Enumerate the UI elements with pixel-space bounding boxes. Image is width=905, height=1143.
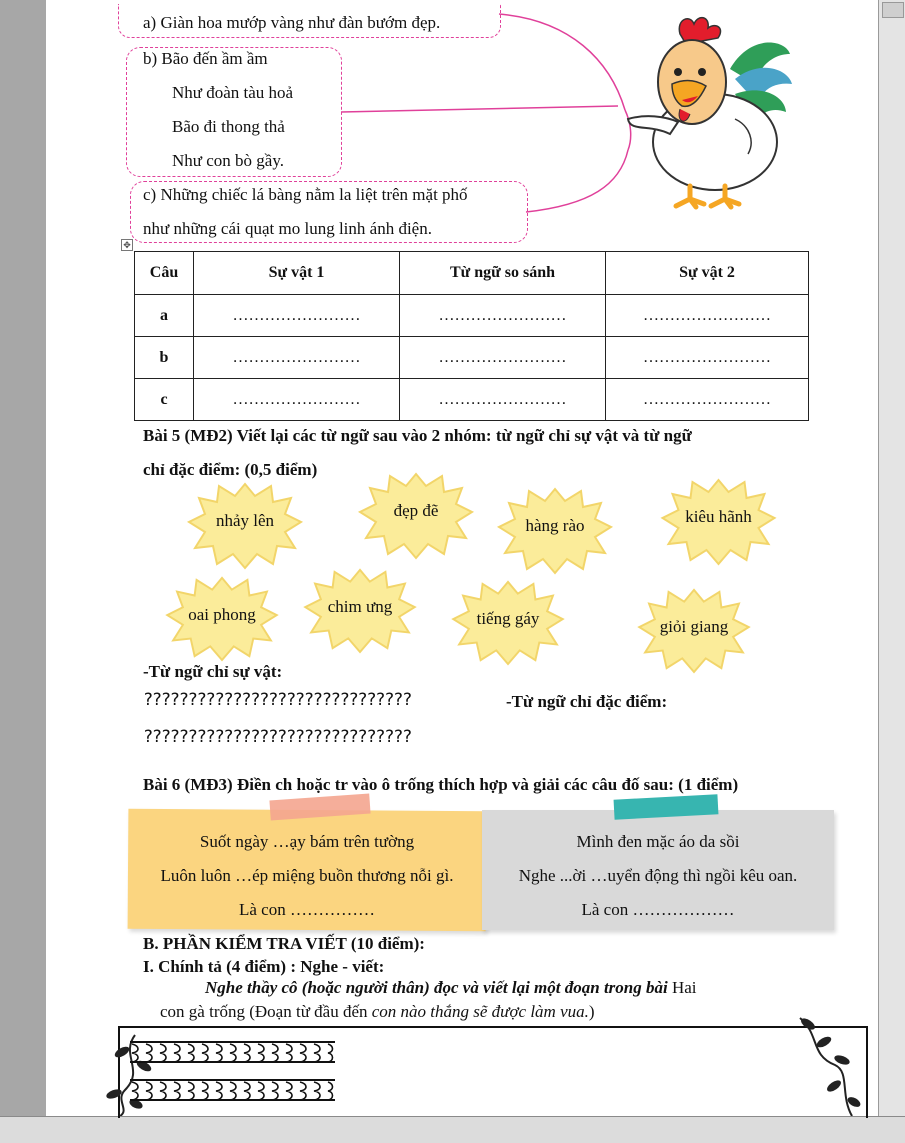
part-c-line2: như những cái quạt mo lung linh ánh điện. <box>143 219 432 238</box>
riddle-left-line2: Luôn luôn …ép miệng buồn thương nỗi gì. <box>160 866 454 885</box>
bai5-title: Bài 5 (MĐ2) Viết lại các từ ngữ sau vào 2 nhóm: từ ngữ chỉ sự vật và từ ngữ <box>143 426 692 445</box>
table-cell[interactable]: …………………… <box>400 295 606 337</box>
bai5-title-line2: chỉ đặc điểm: (0,5 điểm) <box>143 460 318 479</box>
table-cell[interactable]: …………………… <box>606 295 809 337</box>
word-label: đẹp đẽ <box>393 501 439 520</box>
word-burst <box>356 470 476 560</box>
header-cell: Sự vật 1 <box>194 252 400 295</box>
header-cell: Sự vật 2 <box>606 252 809 295</box>
table-cell[interactable]: …………………… <box>606 337 809 379</box>
riddle-left-line1: Suốt ngày …ạy bám trên tường <box>199 832 415 851</box>
word-label: tiếng gáy <box>476 609 540 628</box>
word-label: chim ưng <box>327 597 393 616</box>
instruction-tail: Hai <box>667 978 697 997</box>
word-label: giỏi giang <box>659 617 729 636</box>
word-burst <box>185 480 305 570</box>
riddle-right-line1: Mình đen mặc áo da sồi <box>576 832 740 851</box>
part-b-line4: Như con bò gầy. <box>172 151 284 170</box>
header-cell: Câu <box>135 252 194 295</box>
table-header-row <box>135 252 809 295</box>
word-burst <box>300 566 420 654</box>
chinh-ta-heading: I. Chính tả (4 điểm) : Nghe - viết: <box>143 957 385 976</box>
word-burst <box>162 574 282 662</box>
instruction-rest: (Đoạn từ đầu đến <box>244 1002 372 1021</box>
table-cell[interactable]: …………………… <box>194 379 400 421</box>
table-cell: b <box>135 337 194 379</box>
rooster-illustration <box>610 14 800 214</box>
table-cell[interactable]: …………………… <box>194 295 400 337</box>
instruction-title: con gà trống <box>160 1002 245 1021</box>
table-move-handle-icon[interactable]: ✥ <box>121 239 133 251</box>
bai6-title: Bài 6 (MĐ3) Điền ch hoặc tr vào ô trống thích hợp và giải các câu đố sau: (1 điểm) <box>143 775 739 794</box>
label-tu-ngu-dac-diem: -Từ ngữ chỉ đặc điểm: <box>506 692 668 711</box>
table-cell: a <box>135 295 194 337</box>
header-cell: Từ ngữ so sánh <box>400 252 606 295</box>
section-b-heading: B. PHẦN KIỂM TRA VIẾT (10 điểm): <box>143 934 425 953</box>
riddle-left-line3[interactable]: Là con …………… <box>239 900 375 919</box>
table-row <box>135 337 809 379</box>
label-tu-ngu-su-vat: -Từ ngữ chỉ sự vật: <box>143 662 283 681</box>
table-cell[interactable]: …………………… <box>606 379 809 421</box>
table-row <box>135 295 809 337</box>
table-cell: c <box>135 379 194 421</box>
instruction-line2 <box>160 1002 595 1022</box>
part-b-line2: Như đoàn tàu hoả <box>172 83 294 102</box>
riddle-right-line2: Nghe ...ời …uyển động thì ngồi kêu oan. <box>518 866 798 885</box>
part-c-line1: c) Những chiếc lá bàng nằm la liệt trên mặt phố <box>143 185 468 204</box>
table-cell[interactable]: …………………… <box>400 337 606 379</box>
answer-blank-dac-diem[interactable]: ?????????????????????????????? <box>143 727 412 747</box>
instruction-italic: Nghe thầy cô (hoặc người thân) đọc và viết lại một đoạn trong bài <box>205 978 668 997</box>
riddle-right-line3[interactable]: Là con ……………… <box>581 900 735 919</box>
vine-ornament-right-icon <box>790 1010 865 1116</box>
table-cell[interactable]: …………………… <box>194 337 400 379</box>
answer-blank-su-vat[interactable]: ?????????????????????????????? <box>143 690 412 710</box>
table-row <box>135 379 809 421</box>
instruction-close: ) <box>588 1002 595 1021</box>
word-label: kiêu hãnh <box>685 507 752 526</box>
word-burst <box>495 485 615 575</box>
instruction-line1 <box>205 978 697 998</box>
table-cell[interactable]: …………………… <box>400 379 606 421</box>
word-burst <box>656 476 781 566</box>
comparison-table <box>134 251 809 421</box>
part-b-line3: Bão đi thong thả <box>172 117 285 136</box>
word-label: oai phong <box>188 605 256 624</box>
word-label: nhảy lên <box>215 511 275 530</box>
status-bar <box>0 1116 905 1143</box>
part-a-text: a) Giàn hoa mướp vàng như đàn bướm đẹp. <box>143 13 441 32</box>
part-b-line1: b) Bão đến ầm ầm <box>143 49 268 68</box>
handwriting-lines <box>130 1040 340 1116</box>
word-label: hàng rào <box>525 516 585 535</box>
word-burst <box>448 578 568 666</box>
word-burst <box>633 586 755 674</box>
instruction-end-italic: con nào thắng sẽ được làm vua. <box>371 1002 589 1021</box>
